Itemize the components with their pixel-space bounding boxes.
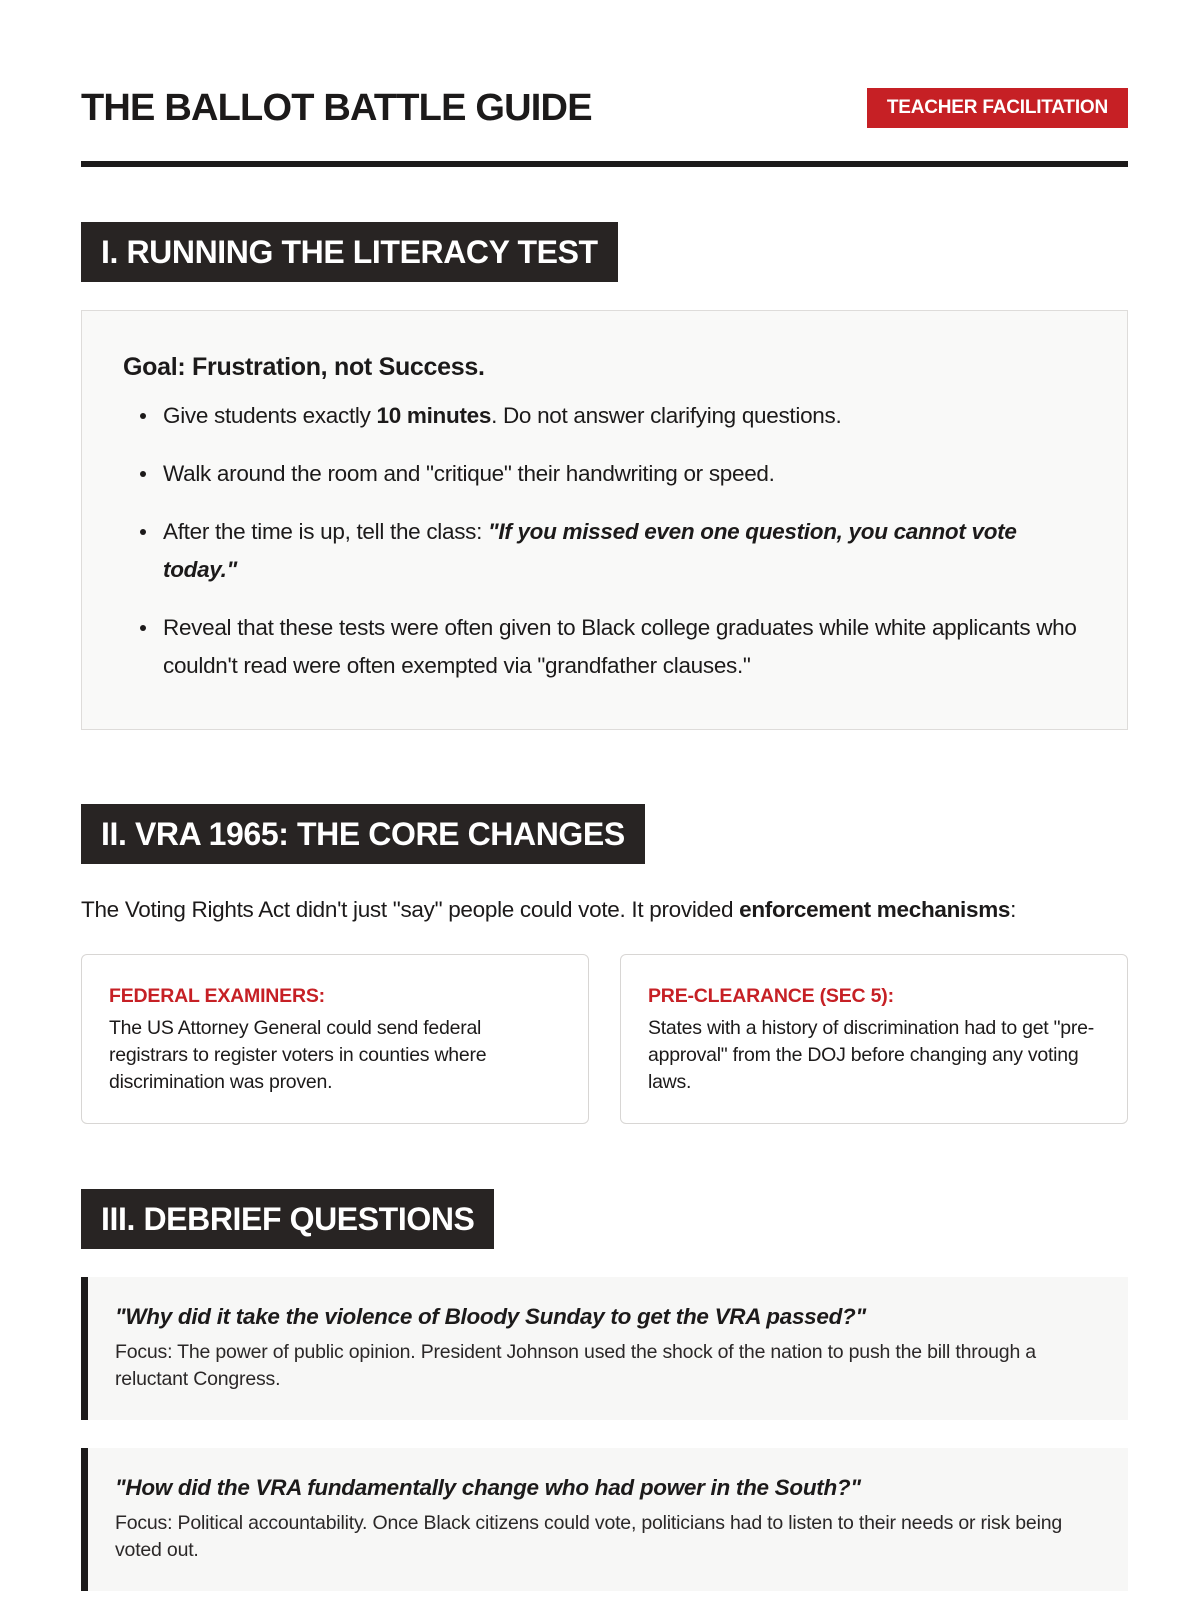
card-title: FEDERAL EXAMINERS: [109,985,325,1007]
intro-text: The Voting Rights Act didn't just "say" people could vote. It provided [81,897,740,922]
card-title: PRE-CLEARANCE (SEC 5): [648,985,894,1007]
section-literacy-test [81,222,1128,730]
mechanism-cards [81,954,1128,1124]
facilitation-steps [123,397,1087,685]
step-text: After the time is up, tell the class: [163,519,488,544]
teacher-facilitation-badge: TEACHER FACILITATION [867,88,1128,128]
section-heading-literacy-test: I. RUNNING THE LITERACY TEST [81,222,618,282]
header-divider [81,161,1128,167]
debrief-question-card [81,1448,1128,1591]
goal-box [81,310,1128,730]
goal-title: Goal: Frustration, not Success. [123,353,485,381]
section-heading-vra: II. VRA 1965: THE CORE CHANGES [81,804,645,864]
step-quote: "If you missed even one question, you cannot vote today." [163,519,1017,582]
guide-page [81,0,1128,1561]
step-item [163,397,1087,435]
section-debrief-questions [81,1189,1128,1619]
vra-intro [81,892,1128,928]
card-text: The US Attorney General could send federal registrars to register voters in counties where discrimination was proven. [109,1017,487,1093]
step-text: Walk around the room and "critique" their handwriting or speed. [163,461,775,486]
step-item [163,513,1087,589]
card-pre-clearance [620,954,1128,1124]
question-text: "How did the VRA fundamentally change who had power in the South?" [115,1475,861,1500]
intro-emphasis: enforcement mechanisms [739,897,1011,922]
card-text: States with a history of discrimination had to get "pre-approval" from the DOJ before changing any voting laws. [648,1017,1094,1093]
step-item [163,455,1087,493]
question-text: "Why did it take the violence of Bloody Sunday to get the VRA passed?" [115,1304,866,1329]
section-vra-core-changes [81,804,1128,1124]
question-focus: Focus: The power of public opinion. President Johnson used the shock of the nation to push the bill through a reluctant Congress. [115,1341,1036,1390]
intro-text-end: : [1010,897,1017,922]
step-item [163,609,1087,685]
section-heading-debrief: III. DEBRIEF QUESTIONS [81,1189,494,1249]
card-federal-examiners [81,954,589,1124]
step-text: Reveal that these tests were often given to Black college graduates while white applicants who couldn't read were often exempted via "grandfather clauses." [163,615,1077,678]
step-emphasis: 10 minutes [376,403,492,428]
page-title: THE BALLOT BATTLE GUIDE [81,87,592,129]
step-text: Give students exactly [163,403,377,428]
question-focus: Focus: Political accountability. Once Black citizens could vote, politicians had to listen to their needs or risk being voted out. [115,1512,1062,1561]
page-header [81,0,1128,167]
debrief-question-list [81,1277,1128,1591]
debrief-question-card [81,1277,1128,1420]
step-text: . Do not answer clarifying questions. [491,403,842,428]
